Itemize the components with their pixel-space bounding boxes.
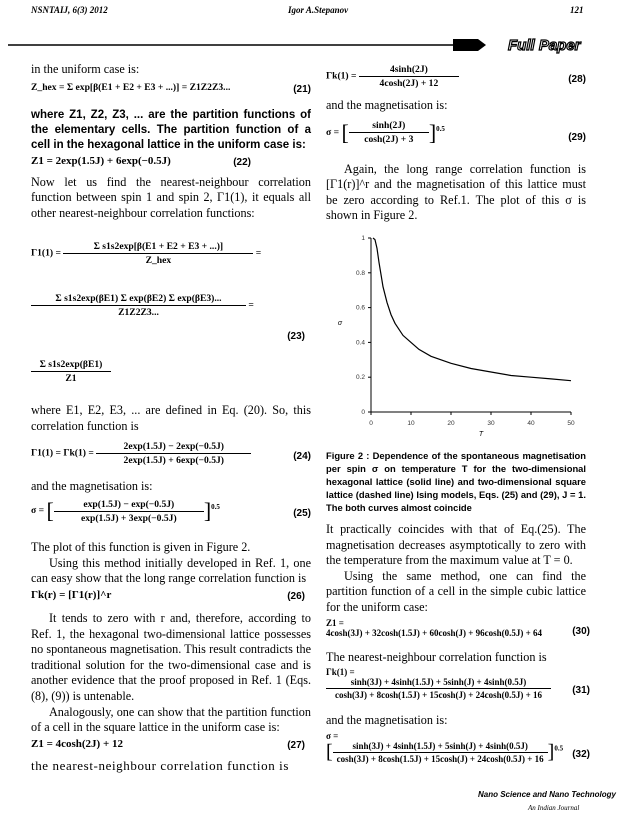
equation-30	[326, 617, 590, 648]
equation-21	[31, 82, 311, 106]
y-axis-label: σ	[337, 319, 343, 327]
equation-number: (22)	[233, 156, 251, 168]
x-axis-label: T	[478, 430, 484, 438]
equation-28	[326, 64, 586, 96]
equation-lhs: Γk(1) =	[326, 667, 355, 678]
x-tick-label: 20	[447, 419, 455, 427]
x-tick-label: 10	[407, 419, 415, 427]
fraction-denominator: exp(1.5J) + 3exp(−0.5J)	[80, 512, 177, 524]
fraction-numerator: Σ s1s2exp[β(E1 + E2 + E3 + ...)]	[63, 241, 253, 254]
paragraph: It tends to zero with r and, therefore, according to Ref. 1, the hexagonal two-dimensional lattice possesses no spontaneous magnetisation. This result contradicts the traditional solution for the two-dimensional case and is another evidence that the proof proposed in Ref. 1 (Eqs. (8), (9)) is untenable.	[31, 610, 311, 703]
equation-31	[326, 667, 590, 711]
y-tick-label: 0.4	[355, 339, 365, 347]
equation-text: Z_hex = Σ exp[β(E1 + E2 + E3 + ...)] = Z1Z2Z3...	[31, 81, 231, 93]
equation-lhs: σ =	[326, 730, 339, 741]
equation-number: (23)	[287, 331, 305, 343]
equation-text: Z1 = 2exp(1.5J) + 6exp(−0.5J)	[31, 154, 171, 167]
paragraph: in the uniform case is:	[31, 62, 140, 76]
fraction-denominator: Z_hex	[145, 255, 172, 267]
fraction-denominator: Z1Z2Z3...	[118, 307, 159, 319]
y-tick-label: 0.8	[355, 269, 365, 277]
paragraph: the nearest-neighbour correlation function is	[31, 757, 290, 773]
exponent: 0.5	[211, 503, 220, 512]
paragraph: and the magnetisation is:	[326, 98, 448, 112]
equation-24	[31, 441, 311, 477]
left-column	[31, 62, 311, 773]
equation-number: (26)	[287, 590, 305, 602]
paragraph: where Z1, Z2, Z3, ... are the partition functions of the elementary cells. The partition function of a cell in the hexagonal lattice in the uniform case is:	[31, 108, 311, 151]
banner-text: Full Paper	[508, 37, 581, 54]
equation-text: Γk(r) = [Γ1(r)]^r	[31, 588, 112, 601]
paragraph: Analogously, one can show that the partition function of a cell in the square lattice in the uniform case is:	[31, 704, 311, 735]
equation-25: σ = [ $\frac{\exp(1.5J) - \exp(-0.5J)}{\exp(1.5J) + 3\exp(-0.5J)}$ ]$^{0.5}$ (25)	[31, 498, 311, 524]
y-tick-label: 0.2	[355, 374, 365, 382]
fraction-numerator: sinh(2J)	[349, 120, 429, 133]
fraction-denominator: 2exp(1.5J) + 6exp(−0.5J)	[123, 454, 224, 466]
equation-23: Γ1(1) = $\frac{\text{Σ s1s2exp[β(E1 + E2 + E3 + ...)]}}{\text{Z\_hex}}$ = $\frac{\text{Σ s1s2exp(βE1) Σ exp(βE2) Σ exp(βE3)...}}{Z1Z2Z3...}$ = (23) $\frac{\text{Σ s1s2exp(βE1)}}{Z1}$	[31, 241, 305, 385]
footer-journal: Nano Science and Nano Technology	[478, 790, 616, 799]
x-tick-label: 0	[369, 419, 373, 427]
fraction-denominator: Z1	[65, 373, 77, 385]
equation-lhs: Γ1(1) = Γk(1) =	[31, 447, 94, 459]
fraction-denominator: 4cosh(2J) + 12	[379, 78, 439, 89]
fraction-denominator: cosh(3J) + 8cosh(1.5J) + 15cosh(J) + 24cosh(0.5J) + 16	[335, 690, 542, 701]
equation-number: (21)	[293, 83, 311, 95]
equation-text: Z1 = 4cosh(2J) + 12	[31, 737, 123, 750]
footer-subtitle: An Indian Journal	[528, 804, 580, 812]
author-header: Igor A.Stepanov	[288, 5, 349, 15]
equation-number: (32)	[572, 748, 590, 760]
paragraph: Now let us find the nearest-neighbour correlation function between spin 1 and spin 2, Γ1(1), it equals all other nearest-neighbour correlation functions:	[31, 174, 311, 220]
equation-32: σ = [ $\frac{\sinh(3J) + 4\sinh(1.5J) + 5\sinh(J) + 4\sinh(0.5J)}{\cosh(3J) + 8\cosh(1.5J) + 15\cosh(J) + 24\cosh(0.5J) + 16}$ ]$^{0.5}$ (32)	[326, 730, 590, 764]
fraction-denominator: cosh(2J) + 3	[364, 134, 414, 146]
equation-number: (31)	[572, 685, 590, 697]
fraction-numerator: 2exp(1.5J) − 2exp(−0.5J)	[96, 441, 251, 454]
equation-lhs: Γ1(1) =	[31, 248, 61, 260]
x-tick-label: 50	[567, 419, 575, 427]
fraction-numerator: 4sinh(2J)	[359, 64, 459, 77]
exponent: 0.5	[436, 124, 445, 133]
paragraph: Using the same method, one can find the partition function of a cell in the simple cubic lattice for the uniform case:	[326, 568, 586, 614]
fraction-numerator: Σ s1s2exp(βE1) Σ exp(βE2) Σ exp(βE3)...	[31, 293, 246, 306]
paragraph: Using this method initially developed in Ref. 1, one can easy show that the long range correlation function is	[31, 555, 311, 586]
full-paper-banner	[8, 36, 618, 54]
equation-number: (25)	[293, 508, 311, 520]
x-tick-label: 40	[527, 419, 535, 427]
series-line	[373, 238, 571, 381]
equation-number: (28)	[568, 74, 586, 85]
fraction-denominator: cosh(3J) + 8cosh(1.5J) + 15cosh(J) + 24cosh(0.5J) + 16	[336, 753, 544, 764]
paragraph: and the magnetisation is:	[31, 478, 153, 493]
x-tick-label: 30	[487, 419, 495, 427]
y-tick-label: 1	[361, 234, 365, 242]
journal-header: NSNTAIJ, 6(3) 2012	[31, 5, 108, 15]
equation-27	[31, 738, 311, 756]
equation-26	[31, 589, 311, 609]
equation-number: (24)	[293, 450, 311, 462]
paragraph: and the magnetisation is:	[326, 713, 448, 728]
y-tick-label: 0.6	[355, 304, 365, 312]
equation-29: σ = [ $\frac{\sinh(2J)}{\cosh(2J) + 3}$ ]$^{0.5}$ (29)	[326, 119, 586, 146]
magnetisation-chart	[326, 230, 586, 445]
equation-22	[31, 155, 311, 173]
paragraph: where E1, E2, E3, ... are defined in Eq. (20). So, this correlation function is	[31, 403, 311, 433]
page-number: 121	[570, 5, 584, 15]
equation-number: (27)	[287, 739, 305, 751]
fraction-numerator: sinh(3J) + 4sinh(1.5J) + 5sinh(J) + 4sinh(0.5J)	[326, 677, 551, 689]
equation-text: 4cosh(3J) + 32cosh(1.5J) + 60cosh(J) + 96cosh(0.5J) + 64	[326, 627, 542, 638]
right-column	[326, 62, 590, 779]
paragraph: The nearest-neighbour correlation function is	[326, 649, 547, 664]
fraction-numerator: sinh(3J) + 4sinh(1.5J) + 5sinh(J) + 4sinh(0.5J)	[333, 741, 548, 753]
paragraph: Again, the long range correlation function is [Γ1(r)]^r and the magnetisation of this lattice must be zero according to Ref.1. The plot of this σ is shown in Figure 2.	[326, 161, 586, 223]
equation-number: (29)	[568, 131, 586, 143]
paragraph: It practically coincides with that of Eq.(25). The magnetisation decreases asymptotically to zero with the temperature from the maximum value at T = 0.	[326, 521, 586, 568]
equation-number: (30)	[572, 625, 590, 637]
figure-caption: Figure 2 : Dependence of the spontaneous magnetisation per spin σ on temperature T for the two-dimensional hexagonal lattice (solid line) and two-dimensional square lattice (dashed line) Ising models, Eqs. (25) and (29), J = 1. The both curves almost coincide	[326, 449, 586, 513]
paragraph: The plot of this function is given in Figure 2.	[31, 540, 251, 555]
equation-lhs: Γk(1) =	[326, 70, 357, 82]
y-tick-label: 0	[361, 408, 365, 416]
exponent: 0.5	[554, 744, 564, 753]
fraction-numerator: exp(1.5J) − exp(−0.5J)	[54, 499, 204, 512]
fraction-numerator: Σ s1s2exp(βE1)	[31, 359, 111, 372]
equation-lhs: Z1 =	[326, 617, 344, 628]
